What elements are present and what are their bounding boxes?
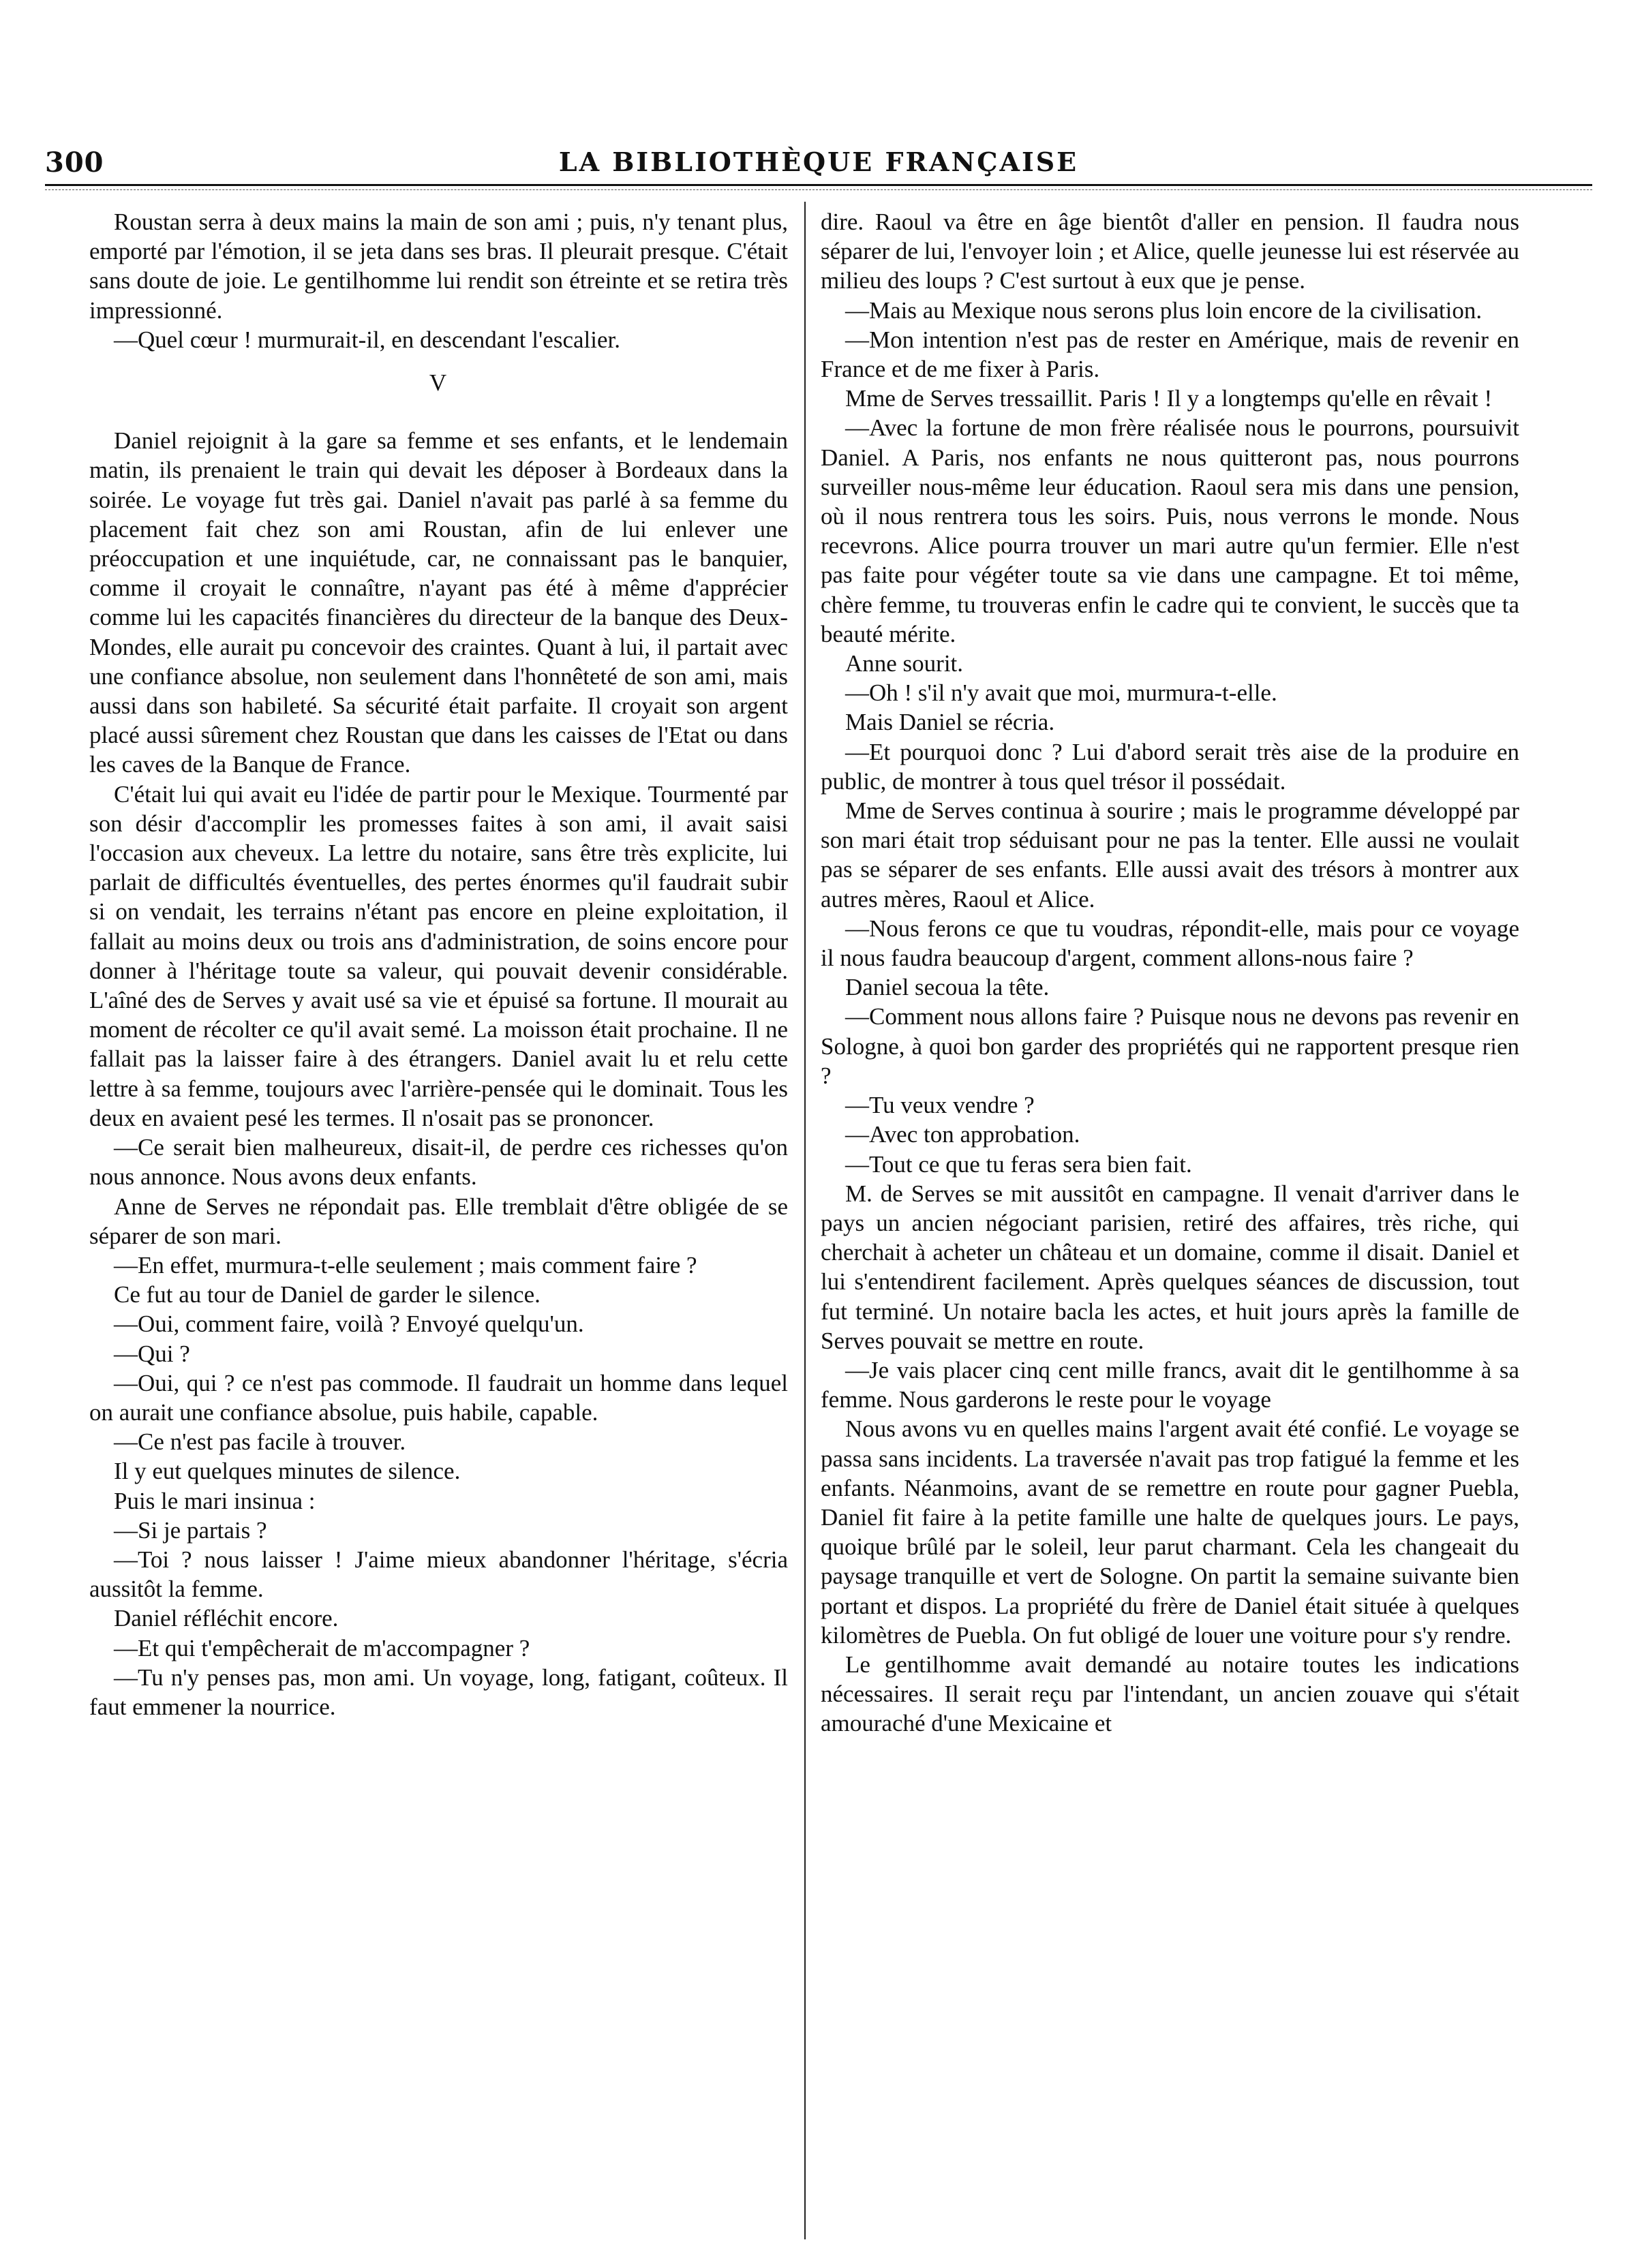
paragraph: —Oui, comment faire, voilà ? Envoyé quelqu'un. [114,1311,584,1338]
paragraph: Roustan serra à deux mains la main de son ami ; puis, n'y tenant plus, emporté par l'émotion, il se jeta dans ses bras. Il pleurait presque. C'était sans doute de joie. Le gentilhomme lui rendit son étreinte et se retira très impressionné. [89,209,788,324]
paragraph: —Je vais placer cinq cent mille francs, avait dit le gentilhomme à sa femme. Nous garderons le reste pour le voyage [821,1356,1519,1413]
paragraph: —Toi ? nous laisser ! J'aime mieux abandonner l'héritage, s'écria aussitôt la femme. [89,1546,788,1603]
header-rule-secondary [45,189,1592,190]
page-number: 300 [45,147,104,179]
paragraph: Nous avons vu en quelles mains l'argent avait été confié. Le voyage se passa sans incidents. La traversée n'avait pas trop fatigué la femme et les enfants. Néanmoins, avant de se remettre en route pour gagner Puebla, Daniel fit faire à la petite famille une halte de quelques jours. Le pays, quoique brûlé par le soleil, leur parut charmant. Cela les changeait du paysage tranquille et vert de Sologne. On partit la semaine suivante bien portant et dispos. La propriété du frère de Daniel était située à quelques kilomètres de Puebla. On fut obligé de louer une voiture pour s'y rendre. [821,1415,1519,1649]
paragraph: Daniel réfléchit encore. [114,1605,339,1632]
column-divider [804,202,806,2239]
paragraph: —Mon intention n'est pas de rester en Amérique, mais de revenir en France et de me fixer à Paris. [821,326,1519,383]
paragraph: —En effet, murmura-t-elle seulement ; mais comment faire ? [114,1251,697,1278]
paragraph: Anne sourit. [845,650,964,677]
paragraph: M. de Serves se mit aussitôt en campagne. Il venait d'arriver dans le pays un ancien négociant parisien, retiré des affaires, très riche, qui cherchait à acheter un château et un domaine, comme il disait. Daniel et lui s'entendirent facilement. Après quelques séances de discussion, tout fut terminé. Un notaire bacla les actes, et huit jours après la famille de Serves pouvait se mettre en route. [821,1180,1519,1354]
paragraph: Mme de Serves tressaillit. Paris ! Il y a longtemps qu'elle en rêvait ! [845,385,1493,412]
header-rule [45,184,1592,186]
paragraph: —Quel cœur ! murmurait-il, en descendant l'escalier. [114,326,620,353]
paragraph: Ce fut au tour de Daniel de garder le silence. [114,1281,541,1308]
paragraph: —Tout ce que tu feras sera bien fait. [845,1150,1192,1178]
left-column [89,207,788,1721]
paragraph: Il y eut quelques minutes de silence. [114,1458,461,1485]
paragraph: Daniel rejoignit à la gare sa femme et ses enfants, et le lendemain matin, ils prenaient le train qui devait les déposer à Bordeaux dans la soirée. Le voyage fut très gai. Daniel n'avait pas parlé à sa femme du placement fait chez son ami Roustan, afin de lui enlever une préoccupation et une inquiétude, car, ne connaissant pas le banquier, comme il croyait le connaître, n'ayant pas été à même d'apprécier comme lui les capacités financières du directeur de la banque des Deux-Mondes, elle aurait pu concevoir des craintes. Quant à lui, il partait avec une confiance absolue, non seulement dans l'honnêteté de son ami, mais aussi dans son habileté. Sa sécurité était parfaite. Il croyait son argent placé aussi sûrement chez Roustan que dans les caisses de l'Etat ou dans les caves de la Banque de France. [89,427,788,778]
paragraph: —Si je partais ? [114,1516,267,1544]
chapter-heading: V [429,369,448,397]
paragraph: Anne de Serves ne répondait pas. Elle tremblait d'être obligée de se séparer de son mari. [89,1193,788,1249]
page-header [45,147,1592,185]
paragraph: —Tu veux vendre ? [845,1092,1035,1119]
paragraph: —Comment nous allons faire ? Puisque nous ne devons pas revenir en Sologne, à quoi bon garder des propriétés qui ne rapportent presque rien ? [821,1003,1519,1089]
paragraph: —Nous ferons ce que tu voudras, répondit-elle, mais pour ce voyage il nous faudra beaucoup d'argent, comment allons-nous faire ? [821,915,1519,972]
right-column [821,207,1519,1738]
paragraph: dire. Raoul va être en âge bientôt d'aller en pension. Il faudra nous séparer de lui, l'envoyer loin ; et Alice, quelle jeunesse lui est réservée au milieu des loups ? C'est surtout à eux que je pense. [821,209,1519,294]
paragraph: Mme de Serves continua à sourire ; mais le programme développé par son mari était trop séduisant pour ne pas la tenter. Elle aussi ne voulait pas se séparer de ses enfants. Elle aussi avait des trésors à montrer aux autres mères, Raoul et Alice. [821,797,1519,913]
paragraph: —Avec la fortune de mon frère réalisée nous le pourrons, poursuivit Daniel. A Paris, nos enfants ne nous quitteront pas, nous pourrons surveiller nous-même leur éducation. Raoul sera mis dans une pension, où il nous rentrera tous les soirs. Puis, nous verrons le monde. Nous recevrons. Alice pourra trouver un mari autre qu'un fermier. Elle n'est pas faite pour végéter toute sa vie dans une campagne. Et toi même, chère femme, tu trouveras enfin le cadre qui te convient, le succès que ta beauté mérite. [821,414,1519,647]
running-title: LA BIBLIOTHÈQUE FRANÇAISE [558,147,1079,177]
paragraph: —Qui ? [114,1340,190,1367]
paragraph: C'était lui qui avait eu l'idée de partir pour le Mexique. Tourmenté par son désir d'accomplir les promesses faites à son ami, il avait saisi l'occasion aux cheveux. La lettre du notaire, sans être très explicite, lui parlait de difficultés éventuelles, des pertes énormes qu'il faudrait subir si on vendait, les terrains n'étant pas encore en pleine exploitation, il fallait au moins deux ou trois ans d'administration, de soins encore pour donner à l'héritage toute sa valeur, qui pouvait devenir considérable. L'aîné des de Serves y avait usé sa vie et épuisé sa fortune. Il mourait au moment de récolter ce qu'il avait semé. La moisson était prochaine. Il ne fallait pas la laisser faire à des étrangers. Daniel avait lu et relu cette lettre à sa femme, toujours avec l'arrière-pensée qui le dominait. Tous les deux en avaient pesé les termes. Il n'osait pas se prononcer. [89,780,788,1131]
paragraph: —Ce n'est pas facile à trouver. [114,1428,406,1456]
paragraph: —Tu n'y penses pas, mon ami. Un voyage, long, fatigant, coûteux. Il faut emmener la nourrice. [89,1664,788,1720]
paragraph: —Oui, qui ? ce n'est pas commode. Il faudrait un homme dans lequel on aurait une confiance absolue, puis habile, capable. [89,1369,788,1426]
paragraph: —Et qui t'empêcherait de m'accompagner ? [114,1634,530,1661]
paragraph: —Avec ton approbation. [845,1121,1080,1148]
paragraph: Le gentilhomme avait demandé au notaire toutes les indications nécessaires. Il serait reçu par l'intendant, un ancien zouave qui s'était amouraché d'une Mexicaine et [821,1651,1519,1737]
paragraph: —Oh ! s'il n'y avait que moi, murmura-t-elle. [845,679,1277,707]
paragraph: Mais Daniel se récria. [845,709,1055,736]
paragraph: Puis le mari insinua : [114,1487,316,1514]
paragraph: —Ce serait bien malheureux, disait-il, de perdre ces richesses qu'on nous annonce. Nous avons deux enfants. [89,1134,788,1191]
paragraph: Daniel secoua la tête. [845,974,1050,1001]
paragraph: —Et pourquoi donc ? Lui d'abord serait très aise de la produire en public, de montrer à tous quel trésor il possédait. [821,738,1519,795]
paragraph: —Mais au Mexique nous serons plus loin encore de la civilisation. [845,296,1482,324]
